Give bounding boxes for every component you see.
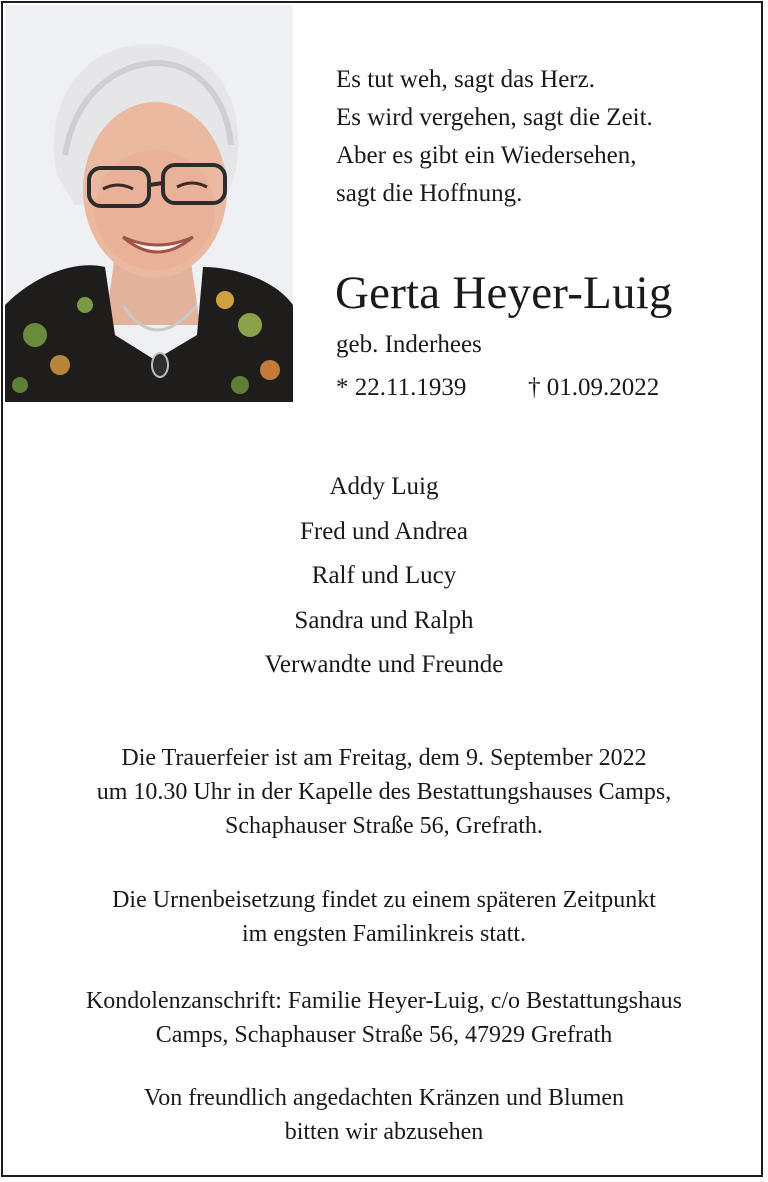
mourner: Ralf und Lucy <box>311 562 457 589</box>
mourners-list <box>3 465 763 688</box>
condolence-line: Camps, Schaphauser Straße 56, 47929 Grefrath <box>155 1022 613 1048</box>
portrait-photo <box>5 5 293 402</box>
mourner: Addy Luig <box>329 473 439 500</box>
poem-line: Es tut weh, sagt das Herz. <box>336 66 595 93</box>
poem <box>336 61 653 213</box>
deceased-name: Gerta Heyer-Luig <box>335 267 673 319</box>
ceremony-info <box>3 741 763 843</box>
ceremony-line: Schaphauser Straße 56, Grefrath. <box>225 813 543 839</box>
mourner: Sandra und Ralph <box>294 606 474 634</box>
ceremony-line: Die Trauerfeier ist am Freitag, dem 9. September 2022 <box>121 745 647 771</box>
flowers-line: Von freundlich angedachten Kränzen und Blumen <box>143 1085 625 1111</box>
ceremony-line: um 10.30 Uhr in der Kapelle des Bestattungshauses Camps, <box>96 779 672 805</box>
urn-burial-info <box>3 883 763 951</box>
flowers-line: bitten wir abzusehen <box>284 1119 484 1145</box>
mourner: Fred und Andrea <box>299 517 469 545</box>
birth-name: geb. Inderhees <box>336 331 482 358</box>
poem-line: Aber es gibt ein Wiedersehen, <box>336 142 637 169</box>
death-date: † 01.09.2022 <box>528 374 660 401</box>
flowers-request <box>3 1081 763 1149</box>
birth-date: * 22.11.1939 <box>336 374 467 401</box>
life-dates <box>336 371 660 405</box>
urn-line: Die Urnenbeisetzung findet zu einem späteren Zeitpunkt <box>112 887 656 913</box>
obituary-notice <box>1 1 763 1177</box>
urn-line: im engsten Familinkreis statt. <box>242 921 526 947</box>
poem-line: Es wird vergehen, sagt die Zeit. <box>336 104 653 131</box>
condolence-address <box>3 984 763 1052</box>
mourner: Verwandte und Freunde <box>264 651 504 678</box>
condolence-line: Kondolenzanschrift: Familie Heyer-Luig, c/o Bestattungshaus <box>85 988 683 1014</box>
poem-line: sagt die Hoffnung. <box>336 180 523 207</box>
